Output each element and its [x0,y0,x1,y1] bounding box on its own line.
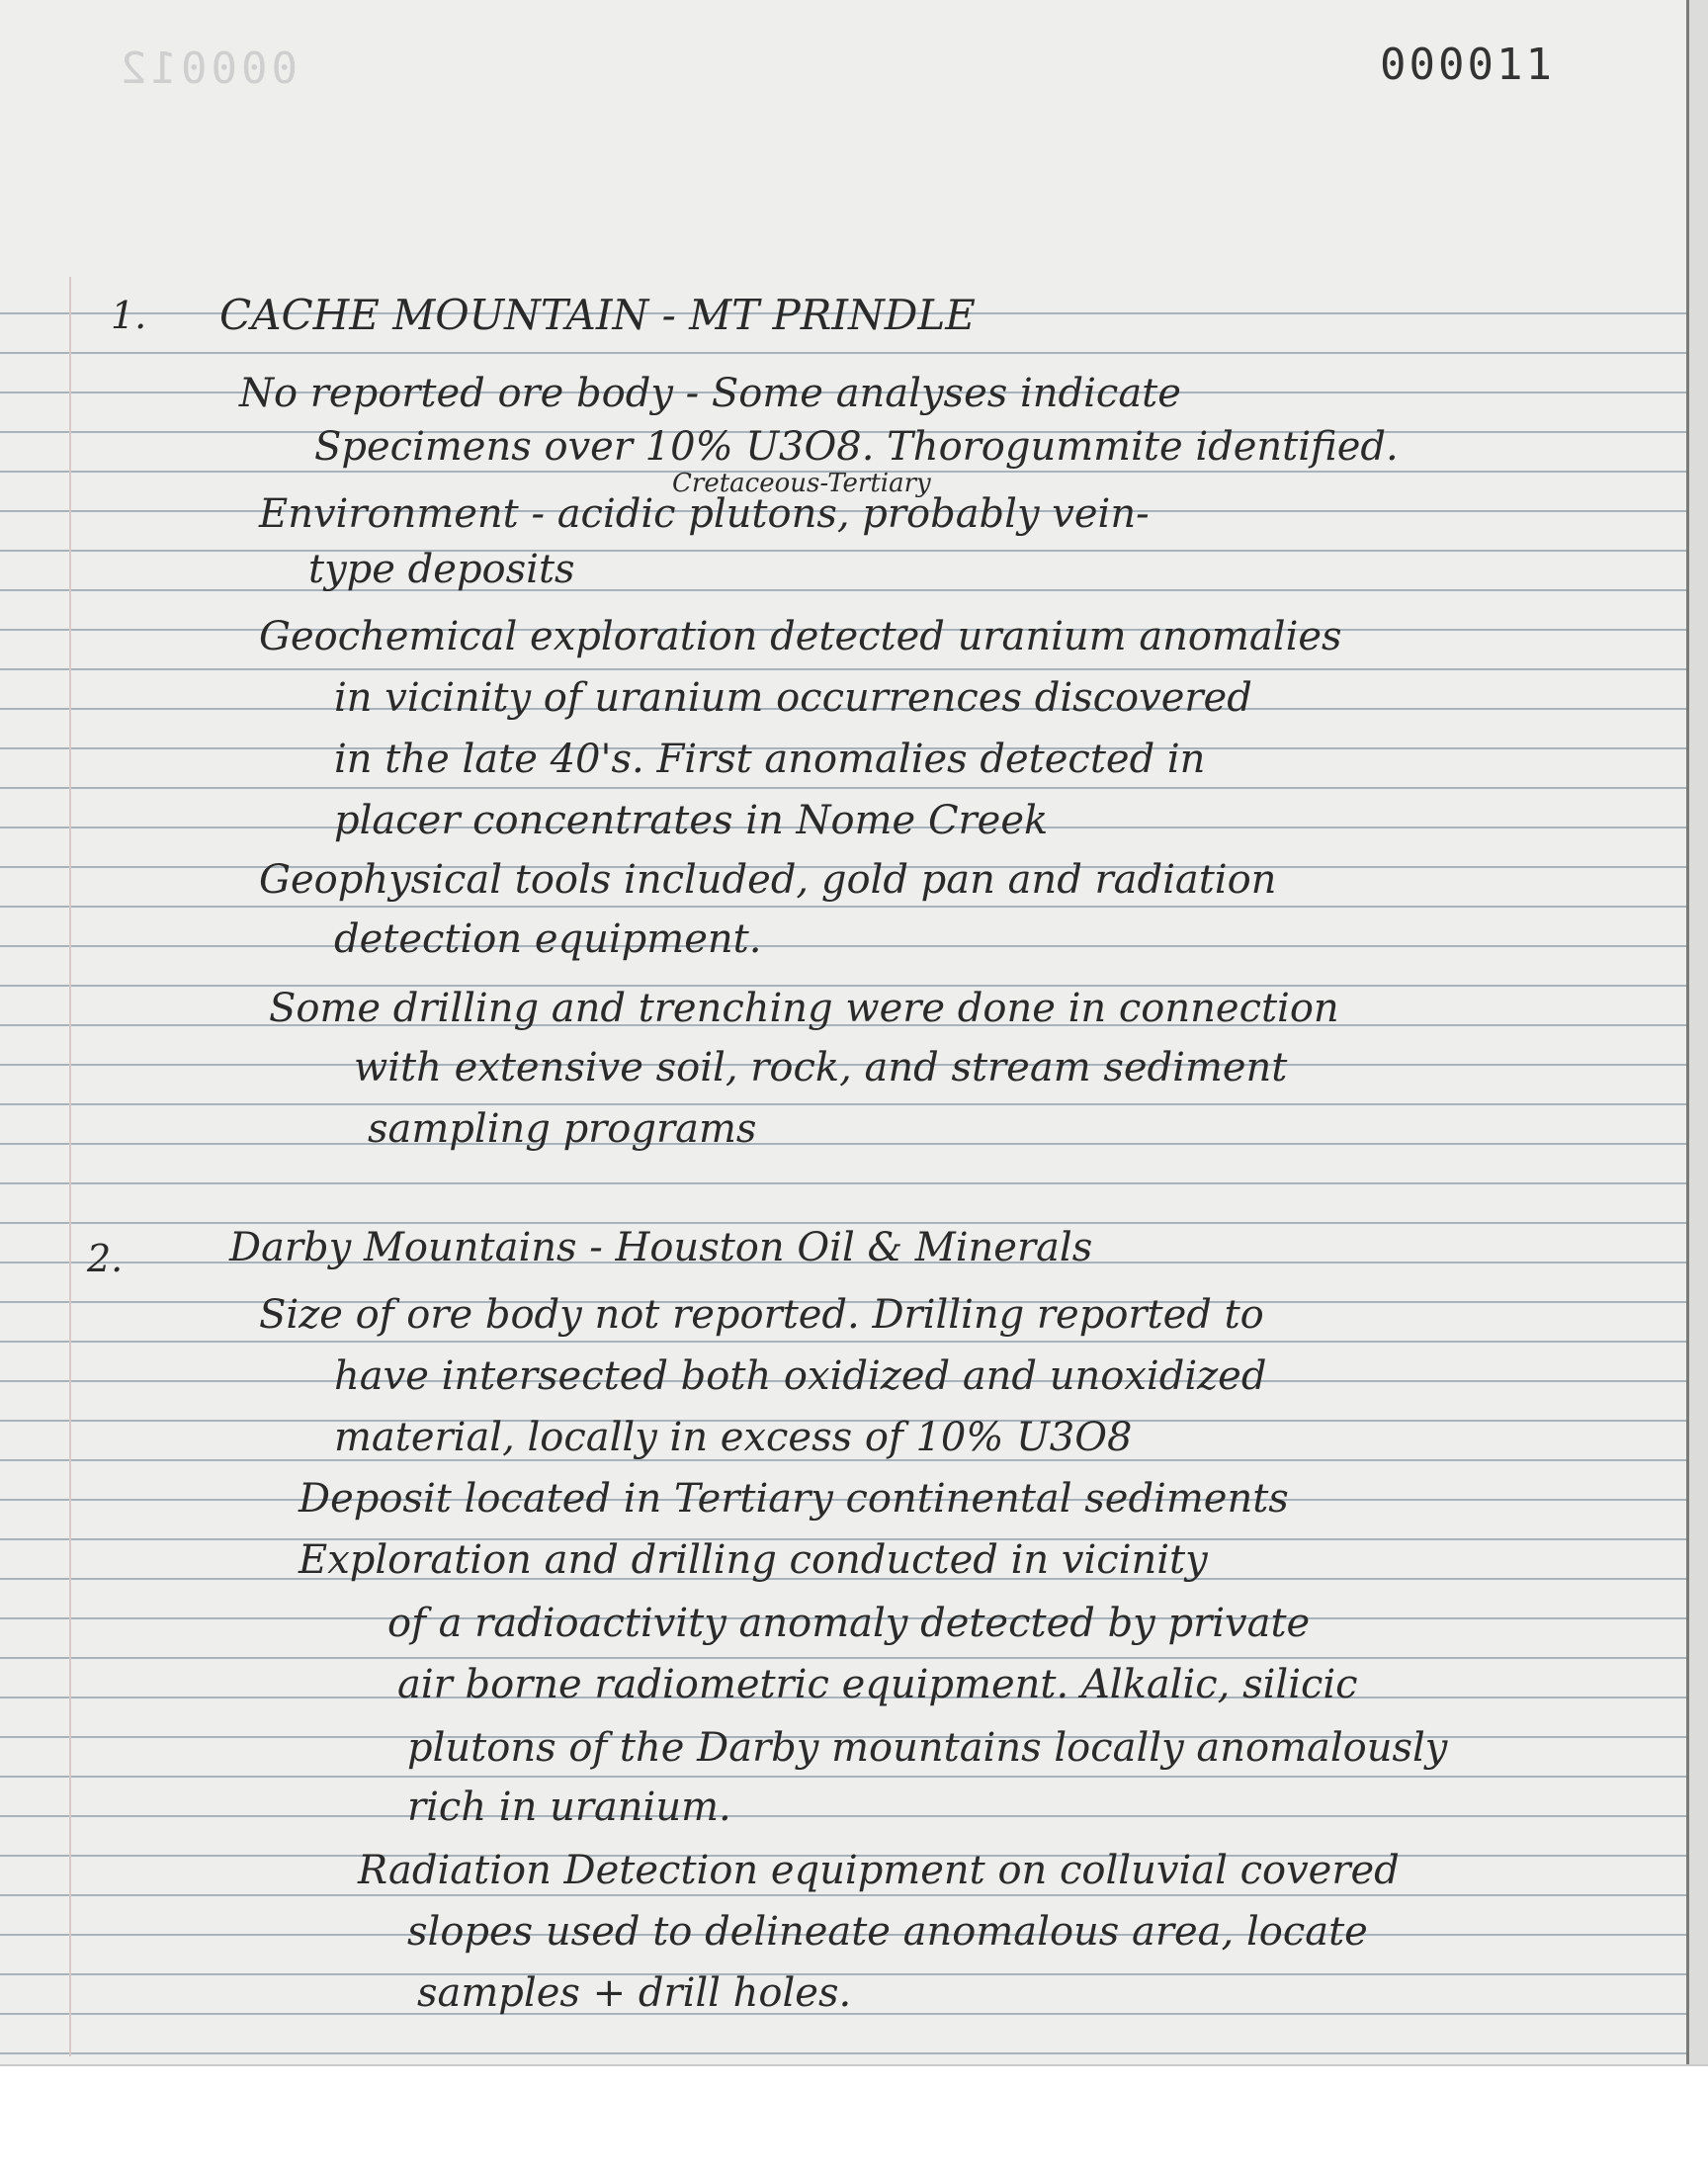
bleed-through-stamp: 000012 [117,44,298,94]
section-2-line: air borne radiometric equipment. Alkalic, silicic [397,1662,1358,1707]
section-1-line: sampling programs [368,1106,757,1152]
section-2-line: Deposit located in Tertiary continental sediments [299,1476,1289,1522]
section-1-line: detection equipment. [334,916,762,962]
section-2-line: slopes used to delineate anomalous area, locate [407,1909,1368,1955]
section-2-line: of a radioactivity anomaly detected by private [387,1601,1311,1646]
section-1-line: placer concentrates in Nome Creek [334,798,1049,843]
section-1-line: Geophysical tools included, gold pan and radiation [259,857,1277,903]
section-2-line: have intersected both oxidized and unoxidized [334,1353,1267,1399]
section-1-number: 1. [111,294,147,337]
section-2-line: material, locally in excess of 10% U3O8 [334,1415,1133,1460]
section-1-line: type deposits [308,547,575,592]
section-2-line: Size of ore body not reported. Drilling reported to [259,1292,1264,1338]
section-2-line: rich in uranium. [407,1785,731,1830]
section-1-line: in vicinity of uranium occurrences discovered [334,675,1252,721]
section-1-line: No reported ore body - Some analyses indicate [239,371,1181,416]
section-1-line: Some drilling and trenching were done in connection [269,986,1339,1031]
section-1-line: Environment - acidic plutons, probably vein- [259,491,1150,537]
scan-bottom-margin [0,2064,1708,2177]
page-edge [1686,0,1708,2064]
margin-rule [69,277,71,2056]
section-1-title: CACHE MOUNTAIN - MT PRINDLE [219,291,976,339]
section-2-line: samples + drill holes. [417,1970,852,2016]
section-1-line: with extensive soil, rock, and stream sediment [354,1045,1288,1090]
section-2-number: 2. [87,1237,124,1280]
page-number-stamp: 000011 [1380,40,1555,90]
section-1-line: Geochemical exploration detected uranium anomalies [259,614,1342,659]
section-2-title: Darby Mountains - Houston Oil & Minerals [229,1225,1093,1270]
section-2-line: Radiation Detection equipment on colluvial covered [358,1848,1400,1893]
section-2-line: Exploration and drilling conducted in vicinity [299,1537,1208,1583]
section-1-line: in the late 40's. First anomalies detected in [334,737,1206,782]
section-1-line: Specimens over 10% U3O8. Thorogummite identified. [314,424,1399,470]
section-2-line: plutons of the Darby mountains locally anomalously [407,1725,1448,1771]
inserted-annotation: Cretaceous-Tertiary [672,469,931,498]
